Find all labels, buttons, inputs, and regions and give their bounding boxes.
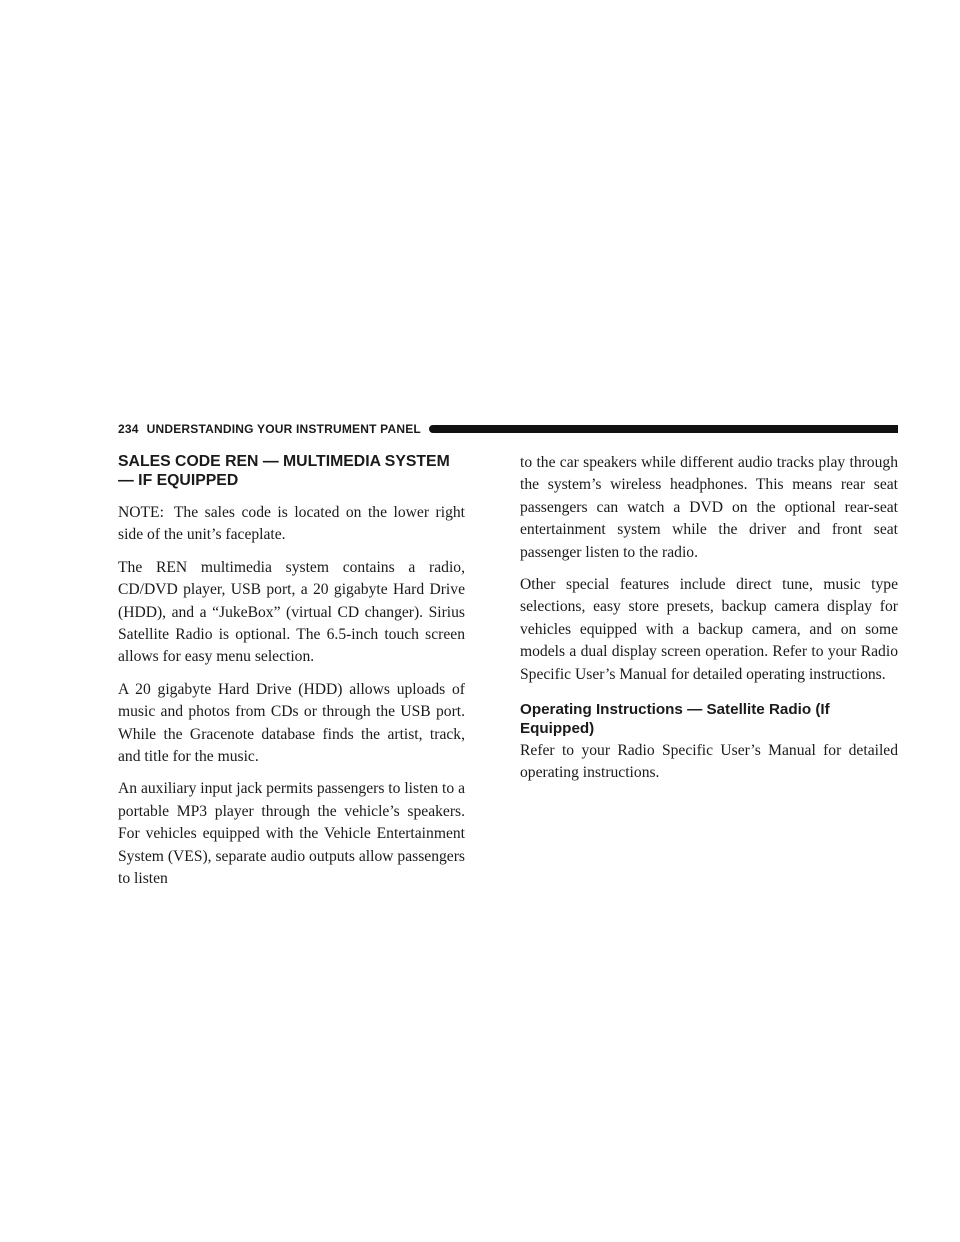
right-column	[520, 452, 898, 795]
note-text: The sales code is located on the lower right side of the unit’s faceplate.	[118, 504, 465, 544]
paragraph-system-contents: The REN multimedia system contains a radio, CD/DVD player, USB port, a 20 gigabyte Hard Drive (HDD), and a “JukeBox” (virtual CD changer). Sirius Satellite Radio is optional. The 6.5-inch touch screen allows for easy menu selection.	[118, 558, 465, 666]
left-column	[118, 452, 465, 901]
paragraph-continuation: to the car speakers while different audio tracks play through the system’s wireless headphones. This means rear seat passengers can watch a DVD on the optional rear-seat entertainment system while the driver and front seat passenger listen to the radio.	[520, 454, 898, 561]
paragraph-aux-input: An auxiliary input jack permits passengers to listen to a portable MP3 player through the vehicle’s speakers. For vehicles equipped with the Vehicle Entertainment System (VES), separate audio outputs allow passengers to listen	[118, 780, 465, 888]
page-number: 234	[118, 422, 139, 436]
section-title: UNDERSTANDING YOUR INSTRUMENT PANEL	[146, 422, 421, 436]
subsection-heading: Operating Instructions — Satellite Radio (If Equipped)	[520, 701, 830, 738]
paragraph-special-features: Other special features include direct tune, music type selections, easy store presets, backup camera display for vehicles equipped with a backup camera, and on some models a dual display screen operation. Refer to your Radio Specific User’s Manual for detailed operating instructions.	[520, 576, 898, 683]
page-header	[118, 418, 898, 440]
paragraph-satellite-radio: Refer to your Radio Specific User’s Manual for detailed operating instructions.	[520, 742, 898, 782]
note-label: NOTE:	[118, 504, 164, 521]
note-paragraph	[118, 502, 465, 547]
section-heading: SALES CODE REN — MULTIMEDIA SYSTEM — IF EQUIPPED	[118, 453, 450, 489]
header-rule	[429, 425, 898, 433]
paragraph-hard-drive: A 20 gigabyte Hard Drive (HDD) allows uploads of music and photos from CDs or through the USB port. While the Gracenote database finds the artist, track, and title for the music.	[118, 680, 465, 766]
